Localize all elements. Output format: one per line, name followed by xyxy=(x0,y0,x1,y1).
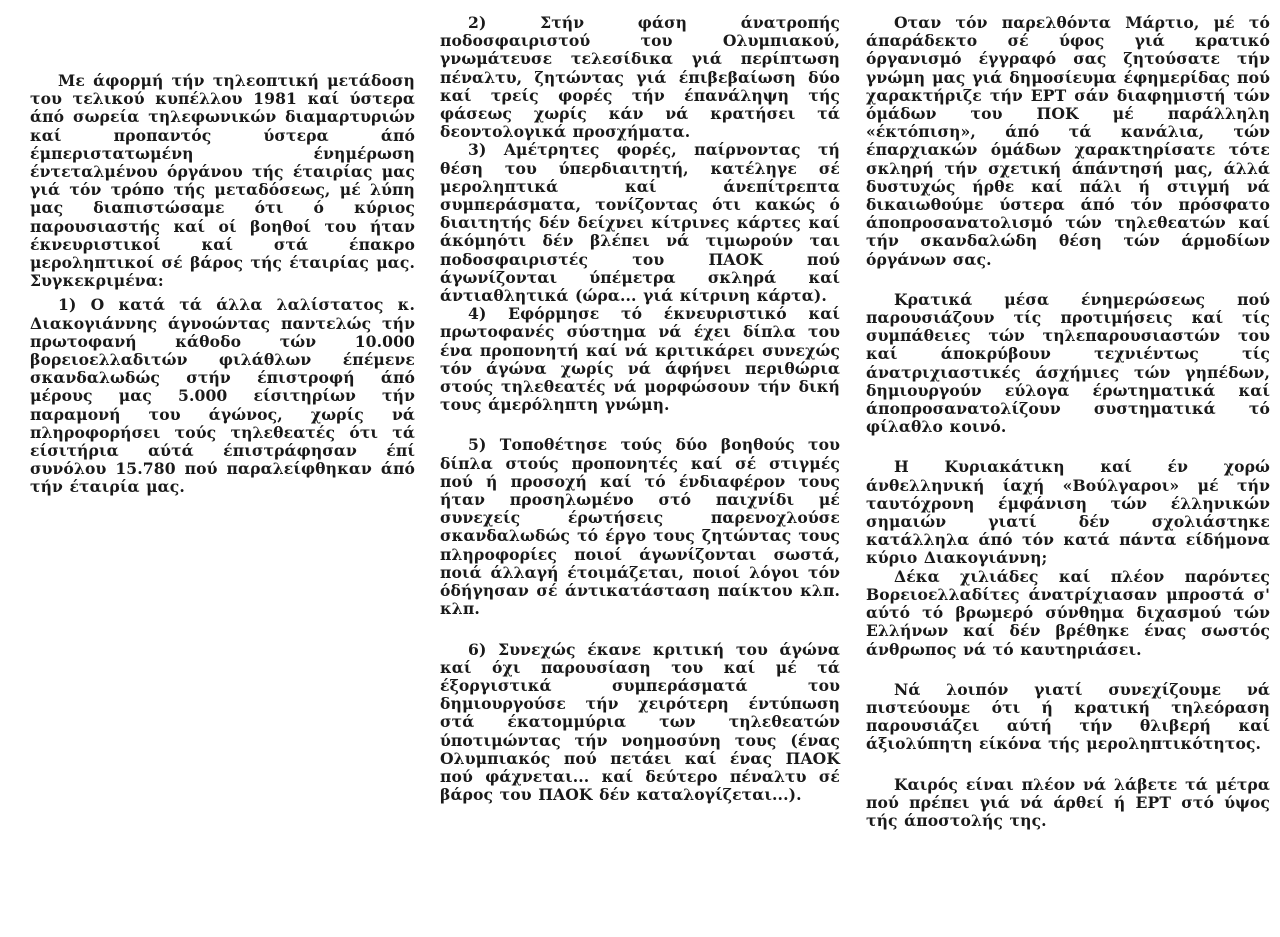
paragraph-point-3: 3) Αμέτρητες φορές, παίρνοντας τή θέση του ύπερδιαιτητή, κατέληγε σέ μεροληπτικά καί άνεπίτρεπτα συμπεράσματα, τονίζοντας ότι κακώς ό διαιτητής δέν δείχνει κίτρινες κάρτες καί άκόμηότι δέν βλέπει νά τιμωρούν ται ποδοσφαιριστές του ΠΑΟΚ πού άγωνίζονται ύπέμετρα σκληρά καί άντιαθλητικά (ώρα... γιά κίτρινη κάρτα). xyxy=(440,140,840,306)
paragraph-point-2: 2) Στήν φάση άνατροπής ποδοσφαιριστού του Ολυμπιακού, γνωμάτευσε τελεσίδικα γιά περίπτωση πέναλτυ, ζητώντας γιά έπιβεβαίωση δύο καί τρείς φορές τήν έπανάληψη τής φάσεως χωρίς κάν νά κρατήσει τά δεοντολογικά προσχήματα. xyxy=(440,13,840,142)
paragraph-point-6: 6) Συνεχώς έκανε κριτική του άγώνα καί όχι παρουσίαση του καί μέ τά έξοργιστικά συμπεράσματά του δημιουργούσε τήν χειρότερη έντύπωση στά έκατομμύρια των τηλεθεατών ύποτιμώντας τήν νοημοσύνη τους (ένας Ολυμπιακός πού πετάει καί ένας ΠΑΟΚ πού φάχνεται... καί δεύτερο πέναλτυ σέ βάρος του ΠΑΟΚ δέν καταλογίζεται...). xyxy=(440,639,840,805)
paragraph-why-we-believe: Νά λοιπόν γιατί συνεχίζουμε νά πιστεύουμε ότι ή κρατική τηλεόραση παρουσιάζει αύτή τήν θλιβερή καί άξιολύπητη είκόνα τής μεροληπτικότητος. xyxy=(866,679,1270,754)
paragraph-point-4: 4) Εφόρμησε τό έκνευριστικό καί πρωτοφανές σύστημα νά έχει δίπλα του ένα προπονητή καί νά κριτικάρει συνεχώς τόν άγώνα χωρίς νά άφήνει περιθώρια στούς τηλεθεατές νά μορφώσουν τήν δική τους άμερόληπτη γνώμη. xyxy=(440,304,840,415)
paragraph-ten-thousand: Δέκα χιλιάδες καί πλέον παρόντες Βορειοελλαδίτες άνατρίχιασαν μπροστά σ' αύτό τό βρωμερό σύνθημα διχασμού τών Ελλήνων καί δέν βρέθηκε ένας σωστός άνθρωπος νά τό καυτηριάσει. xyxy=(866,566,1270,659)
paragraph-march-letter: Οταν τόν παρελθόντα Μάρτιο, μέ τό άπαράδεκτο σέ ύφος γιά κρατικό όργανισμό έγγραφό σας ζητούσατε τήν γνώμη μας γιά δημοσίευμα έφημερίδας πού χαρακτήριζε τήν ΕΡΤ σάν διαφημιστή τών όμάδων του ΠΟΚ μέ παράλληλη «έκτόπιση», άπό τά κανάλια, τών έπαρχιακών όμάδων χαρακτηρίσατε τότε σκληρή τήν σχετική άπάντησή μας, άλλά δυστυχώς ήρθε καί πάλι ή στιγμή νά δικαιωθούμε ύστερα άπό τόν πρόσφατο άποπροσανατολισμό τών τηλεθεατών καί τήν σκανδαλώδη θέση τών άρμοδίων όργάνων σας. xyxy=(866,13,1270,269)
column-right xyxy=(866,14,1270,830)
paragraph-closing: Καιρός είναι πλέον νά λάβετε τά μέτρα πού πρέπει γιά νά άρθεί ή ΕΡΤ στό ύψος τής άποστολής της. xyxy=(866,774,1270,830)
paragraph-point-1: 1) Ο κατά τά άλλα λαλίστατος κ. Διακογιάννης άγνοώντας παντελώς τήν πρωτοφανή κάθοδο τών 10.000 βορειοελλαδιτών φιλάθλων έπέμενε σκανδαλωδώς στήν έπιστροφή άπό μέρους μας 5.000 είσιτηρίων τήν παραμονή του άγώνος, χωρίς νά πληροφορήσει τούς τηλεθεατές ότι τά είσιτήρια αύτά έπιστράφησαν έπί συνόλου 15.780 πού παραλείφθηκαν άπό τήν έταιρία μας. xyxy=(30,295,415,497)
paragraph-sunday-chant: Η Κυριακάτικη καί έν χορώ άνθελληνική ίαχή «Βούλγαροι» μέ τήν ταυτόχρονη έμφάνιση τών έλληνικών σημαιών γιατί δέν σχολιάστηκε κατάλληλα άπό τόν κατά πάντα είδήμονα κύριο Διακογιάννη; xyxy=(866,457,1270,568)
paragraph-point-5: 5) Τοποθέτησε τούς δύο βοηθούς του δίπλα στούς προπονητές καί σέ στιγμές πού ή προσοχή καί τό ένδιαφέρον τους ήταν προσηλωμένο στό παιχνίδι μέ συνεχείς έρωτήσεις παρενοχλούσε σκανδαλωδώς τό έργο τους ζητώντας τους πληροφορίες ποιοί άγωνίζονται σωστά, ποιά άλλαγή έτοιμάζεται, ποιοί λόγοι τόν όδήγησαν σέ άντικατάσταση παίκτου κλπ. κλπ. xyxy=(440,435,840,619)
column-middle xyxy=(440,14,840,804)
column-left xyxy=(30,72,415,497)
paragraph-state-media: Κρατικά μέσα ένημερώσεως πού παρουσιάζουν τίς προτιμήσεις καί τίς συμπάθειες τών τηλεπαρουσιαστών του καί άποκρύβουν τεχνιέντως τίς άνατριχιαστικές άσχήμιες τών γηπέδων, δημιουργούν εύλογα έρωτηματικά καί άποπροσανατολίζουν συστηματικά τό φίλαθλο κοινό. xyxy=(866,289,1270,437)
paragraph-intro: Με άφορμή τήν τηλεοπτική μετάδοση του τελικού κυπέλλου 1981 καί ύστερα άπό σωρεία τηλεφωνικών διαμαρτυριών καί προπαντός ύστερα άπό έμπεριστατωμένη ένημέρωση έντεταλμένου όργάνου τής έταιρίας μας γιά τόν τρόπο τής μεταδόσεως, μέ λύπη μας διαπιστώσαμε ότι ό κύριος παρουσιαστής καί οί βοηθοί του ήταν έκνευριστικοί καί στά έπακρο μεροληπτικοί σέ βάρος τής έταιρίας μας. Συγκεκριμένα: xyxy=(30,71,415,291)
